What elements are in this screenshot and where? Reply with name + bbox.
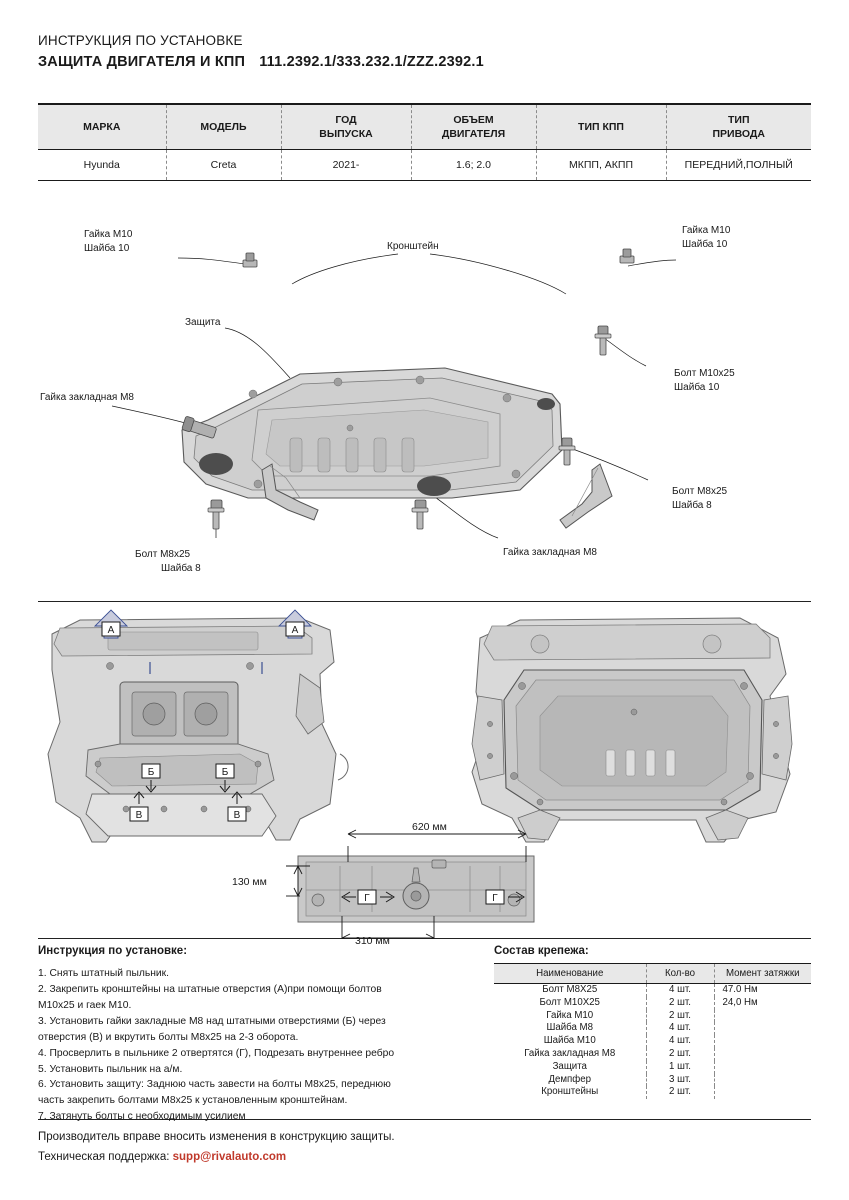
document-footer [38, 1128, 818, 1167]
exploded-assembly-diagram [0, 198, 849, 598]
leader-shield [225, 328, 290, 378]
fastener-name: Гайка закладная М8 [524, 1047, 616, 1059]
leader-nut-m10-right [628, 260, 676, 266]
instruction-line: 2. Закрепить кронштейны на штатные отверстия (А)при помощи болтов [38, 983, 382, 995]
spec-value-brand: Hyunda [38, 150, 166, 181]
spec-table-row [38, 150, 811, 181]
bolt-m8x25-bottom-part [208, 500, 224, 529]
instructions-title: Инструкция по установке: [38, 945, 188, 957]
view-right-shield-installed [472, 618, 792, 842]
view-dust-shield-dimensions [286, 830, 534, 939]
fastener-torque [714, 1022, 811, 1035]
spec-value-drive: ПЕРЕДНИЙ,ПОЛНЫЙ [666, 150, 811, 181]
document-header [38, 33, 818, 70]
fastener-torque [714, 1061, 811, 1074]
footer-disclaimer: Производитель вправе вносить изменения в конструкцию защиты. [38, 1131, 395, 1143]
fastener-torque [714, 1086, 811, 1099]
support-email-link[interactable]: supp@rivalauto.com [172, 1151, 287, 1164]
divider-top [38, 601, 811, 602]
instruction-line: 4. Просверлить в пыльнике 2 отвертятся (Г), Подрезать внутреннее ребро [38, 1047, 395, 1059]
fastener-torque [714, 1074, 811, 1087]
dimension-label-height: 130 мм [232, 876, 267, 888]
nut-m10-left-part [243, 253, 257, 267]
fastener-name: Демпфер [548, 1073, 592, 1085]
instructions-list [38, 967, 478, 1125]
nut-m10-right-part [620, 249, 634, 263]
spec-value-model: Creta [166, 150, 281, 181]
fastener-name: Кронштейны [541, 1086, 599, 1098]
callout-g-left [342, 890, 394, 904]
fastener-torque: 24,0 Нм [714, 997, 811, 1010]
bolt-m10x25-part [595, 326, 611, 355]
table-row [494, 1022, 811, 1035]
fastener-qty: 2 шт. [646, 997, 714, 1010]
svg-text:Г: Г [492, 893, 498, 904]
vehicle-underbody-views [0, 604, 849, 947]
svg-text:В: В [233, 810, 241, 821]
label-bolt-m8x25-right: Болт М8х25 Шайба 8 [672, 486, 728, 511]
fastener-qty: 1 шт. [646, 1061, 714, 1074]
callout-a-right [286, 622, 304, 636]
dimension-label-inner-width: 310 мм [355, 935, 390, 947]
table-row [494, 1048, 811, 1061]
instruction-line: 7. Затянуть болты с необходимым усилием [38, 1111, 246, 1123]
underbody-views-svg [0, 604, 849, 939]
table-row [494, 1010, 811, 1023]
spec-col-model: МОДЕЛЬ [166, 104, 281, 150]
label-bracket: Кронштейн [387, 241, 439, 252]
fastener-qty: 2 шт. [646, 1086, 714, 1099]
vehicle-spec-table [38, 103, 811, 181]
fasteners-table [494, 963, 811, 1099]
instruction-line: 3. Установить гайки закладные М8 над штатными отверстиями (Б) через [38, 1015, 386, 1027]
dimension-label-width: 620 мм [412, 821, 447, 833]
instruction-line: 6. Установить защиту: Заднюю часть завести на болты М8х25, переднюю [38, 1079, 391, 1091]
spec-col-transmission: ТИП КПП [536, 104, 666, 150]
svg-text:Г: Г [364, 893, 370, 904]
spec-value-engine-volume: 1.6; 2.0 [411, 150, 536, 181]
table-row [494, 1086, 811, 1099]
callout-a-left [102, 622, 120, 636]
fastener-name: Болт М8Х25 [542, 984, 598, 995]
fastener-name: Защита [552, 1060, 587, 1072]
table-row [494, 1074, 811, 1087]
fastener-qty: 2 шт. [646, 1048, 714, 1061]
fasteners-col-torque: Момент затяжки [714, 964, 811, 984]
fastener-qty: 2 шт. [646, 1010, 714, 1023]
spec-col-brand: МАРКА [38, 104, 166, 150]
engine-shield-part [182, 368, 562, 498]
label-bolt-m8x25-bottom: Болт М8х25 Шайба 8 [135, 549, 201, 574]
svg-text:А: А [291, 625, 299, 636]
table-row [494, 984, 811, 997]
spec-value-transmission: МКПП, АКПП [536, 150, 666, 181]
footer-support-label: Техническая поддержка: [38, 1151, 170, 1164]
instruction-line: отверстия (В) и вкрутить болты М8х25 на 2-3 оборота. [38, 1031, 299, 1043]
leader-bolt-m8x25-right [570, 448, 648, 480]
svg-text:А: А [107, 625, 115, 636]
leader-bolt-m10x25 [604, 338, 646, 366]
header-subtitle: ИНСТРУКЦИЯ ПО УСТАНОВКЕ [38, 33, 243, 48]
instruction-line: часть закрепить болтами М8х25 к установленным кронштейнам. [38, 1095, 348, 1107]
label-shield: Защита [185, 317, 221, 328]
fastener-qty: 4 шт. [646, 1035, 714, 1048]
table-row [494, 1061, 811, 1074]
fastener-torque: 47.0 Нм [714, 984, 811, 997]
bolt-m8x25-bottom-part-2 [412, 500, 428, 529]
spec-col-year: ГОД ВЫПУСКА [281, 104, 411, 150]
installation-instructions [38, 945, 478, 1126]
header-product-codes: 111.2392.1/333.232.1/ZZZ.2392.1 [259, 54, 484, 70]
instruction-line: 1. Снять штатный пыльник. [38, 968, 170, 979]
label-nut-m10-left: Гайка М10 Шайба 10 [84, 229, 133, 254]
leader-nut-m10-left [178, 258, 245, 264]
fasteners-title: Состав крепежа: [494, 945, 589, 957]
instruction-line: М10х25 и гаек М10. [38, 999, 132, 1011]
label-embedded-nut-m8-bottom: Гайка закладная М8 [503, 547, 597, 558]
fastener-torque [714, 1035, 811, 1048]
fastener-torque [714, 1048, 811, 1061]
fastener-name: Шайба М8 [546, 1022, 594, 1034]
label-bolt-m10x25: Болт М10х25 Шайба 10 [674, 368, 735, 393]
footer-support [38, 1148, 818, 1166]
fasteners-col-qty: Кол-во [646, 964, 714, 984]
label-nut-m10-right: Гайка М10 Шайба 10 [682, 225, 731, 250]
table-row [494, 1035, 811, 1048]
fastener-qty: 4 шт. [646, 984, 714, 997]
view-left-engine-bay [48, 610, 348, 842]
spec-col-engine-volume: ОБЪЕМ ДВИГАТЕЛЯ [411, 104, 536, 150]
svg-text:Б: Б [221, 767, 229, 778]
fastener-name: Гайка М10 [546, 1009, 594, 1021]
instruction-line: 5. Установить пыльник на а/м. [38, 1063, 183, 1075]
fastener-torque [714, 1010, 811, 1023]
fastener-name: Болт М10Х25 [539, 996, 600, 1008]
fasteners-header-row [494, 964, 811, 984]
table-row [494, 997, 811, 1010]
spec-table-header-row [38, 104, 811, 150]
header-title: ЗАЩИТА ДВИГАТЕЛЯ И КПП [38, 54, 246, 70]
fastener-name: Шайба М10 [543, 1035, 596, 1047]
svg-text:В: В [135, 810, 143, 821]
header-title-row [38, 54, 818, 70]
leader-bracket-right [430, 254, 566, 294]
svg-text:Б: Б [147, 767, 155, 778]
fasteners-section [494, 945, 811, 1099]
fastener-qty: 4 шт. [646, 1022, 714, 1035]
leader-bracket-left [292, 254, 398, 284]
bracket-right-part [560, 464, 612, 528]
spec-value-year: 2021- [281, 150, 411, 181]
spec-col-drive: ТИП ПРИВОДА [666, 104, 811, 150]
label-embedded-nut-m8-left: Гайка закладная М8 [40, 392, 134, 403]
fastener-qty: 3 шт. [646, 1074, 714, 1087]
fasteners-col-name: Наименование [494, 964, 646, 984]
